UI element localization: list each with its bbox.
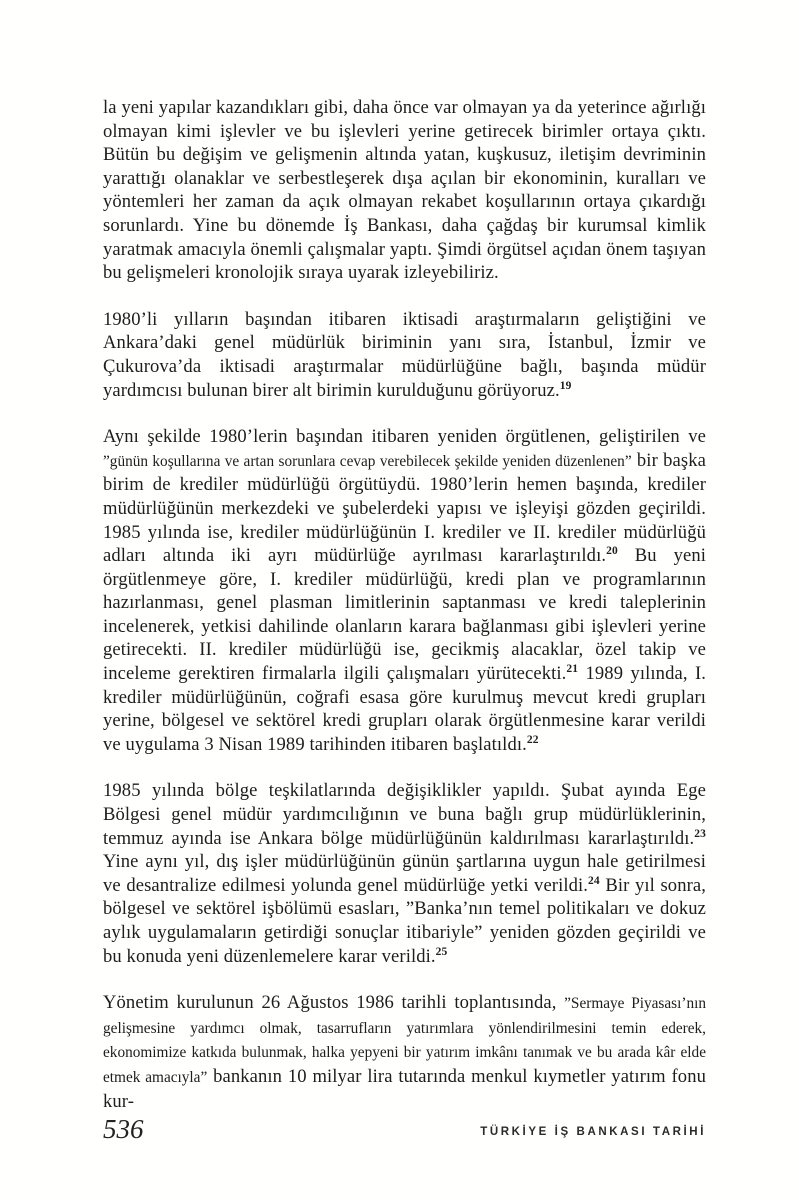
body-text: Bir yıl sonra, bölgesel ve sektörel işbölümü esasları, ”Banka’nın temel politikaları ve dokuz aylık uygulamaların getirdiği sonuçlar itibariyle” yeniden gözden geçirildi ve bu konuda yeni düzenlemelere karar verildi. xyxy=(103,874,706,967)
body-text: Aynı şekilde 1980’lerin başından itibaren yeniden örgütlenen, geliştirilen ve xyxy=(103,426,706,448)
footnote-ref: 25 xyxy=(435,945,448,958)
page-number: 536 xyxy=(103,1114,144,1144)
paragraph-2 xyxy=(103,308,706,402)
paragraph-5 xyxy=(103,991,706,1113)
running-title: TÜRKİYE İŞ BANKASI TARİHİ xyxy=(480,1126,706,1138)
footnote-ref: 21 xyxy=(566,663,579,676)
body-text: 1980’li yılların başından itibaren iktisadi araştırmaların geliştiğini ve Ankara’daki genel müdürlük biriminin yanı sıra, İstanbul, İzmir ve Çukurova’da iktisadi araştırmalar müdürlüğüne bağlı, başında müdür yardımcısı bulunan birer alt birimin kurulduğunu görüyoruz. xyxy=(103,308,706,401)
body-text: bankanın 10 milyar lira tutarında menkul kıymetler yatırım fonu kur- xyxy=(103,1065,706,1112)
body-text: 1985 yılında bölge teşkilatlarında değişiklikler yapıldı. Şubat ayında Ege Bölgesi genel müdür yardımcılığının ve buna bağlı grup müdürlüklerinin, temmuz ayında ise Ankara bölge müdürlüğünün kaldırılması kararlaştırıldı. xyxy=(103,780,706,849)
footnote-ref: 20 xyxy=(606,545,618,558)
paragraph-3 xyxy=(103,425,706,756)
footnote-ref: 22 xyxy=(526,733,539,746)
quoted-text-small: ”Sermaye Piyasası’nın gelişmesine yardımcı olmak, tasarrufların yatırımlara yönlendirilmesini temin ederek, ekonomimize katkıda bulunmak, halka yepyeni bir yatırım imkânı tanımak ve bu arada kâr elde etmek amacıyla” xyxy=(103,995,706,1086)
paragraph-4 xyxy=(103,779,706,968)
footnote-ref: 24 xyxy=(588,874,600,887)
page-footer xyxy=(103,1112,706,1158)
body-text: la yeni yapılar kazandıkları gibi, daha önce var olmayan ya da yeterince ağırlığı olmayan kimi işlevler ve bu işlevleri yerine getirecek birimler ortaya çıktı. Bütün bu değişim ve gelişmenin altında yatan, kuşkusuz, iletişim devriminin yarattığı olanaklar ve serbestleşerek dışa açılan bir ekonominin, kuralları ve yöntemleri her zaman da açık olmayan rekabet koşullarının ortaya çıkardığı sorunlardı. Yine bu dönemde İş Bankası, daha çağdaş bir kurumsal kimlik yaratmak amacıyla önemli çalışmalar yaptı. Şimdi örgütsel açıdan önem taşıyan bu gelişmeleri kronolojik sıraya uyarak izleyebiliriz. xyxy=(103,97,706,284)
paragraph-1 xyxy=(103,96,706,285)
text-block xyxy=(103,96,706,1113)
body-text: Bu yeni örgütlenmeye göre, I. krediler müdürlüğü, kredi plan ve programlarının hazırlanması, genel plasman limitlerinin saptanması ve kredi taleplerinin incelenerek, yetkisi dahilinde olanların karara bağlanması gibi işlevleri yerine getirecekti. II. krediler müdürlüğü ise, gecikmiş alacaklar, özel takip ve inceleme gerektiren firmalarla ilgili çalışmaları yürütecekti. xyxy=(103,545,706,685)
body-text: Yine aynı yıl, dış işler müdürlüğünün günün şartlarına uygun hale getirilmesi ve desantralize edilmesi yolunda genel müdürlüğe yetki verildi. xyxy=(103,851,706,896)
footnote-ref: 19 xyxy=(559,379,572,392)
body-text: Yönetim kurulunun 26 Ağustos 1986 tarihli toplantısında, xyxy=(103,992,565,1014)
body-text: bir başka birim de krediler müdürlüğü örgütüydü. 1980’lerin hemen başında, krediler müdürlüğünün merkezdeki ve şubelerdeki yapısı ve işleyişi gözden geçirildi. 1985 yılında ise, krediler müdürlüğünün I. krediler ve II. krediler müdürlüğü adları altında iki ayrı müdürlüğe ayrılması kararlaştırıldı. xyxy=(103,449,706,567)
body-text: 1989 yılında, I. krediler müdürlüğünün, coğrafi esasa göre kurulmuş mevcut kredi grupları yerine, bölgesel ve sektörel kredi grupları olarak örgütlenmesine karar verildi ve uygulama 3 Nisan 1989 tarihinden itibaren başlatıldı. xyxy=(103,663,706,755)
footnote-ref: 23 xyxy=(694,827,706,840)
quoted-text-small: ”günün koşullarına ve artan sorunlara cevap verebilecek şekilde yeniden düzenlenen” xyxy=(103,452,632,470)
